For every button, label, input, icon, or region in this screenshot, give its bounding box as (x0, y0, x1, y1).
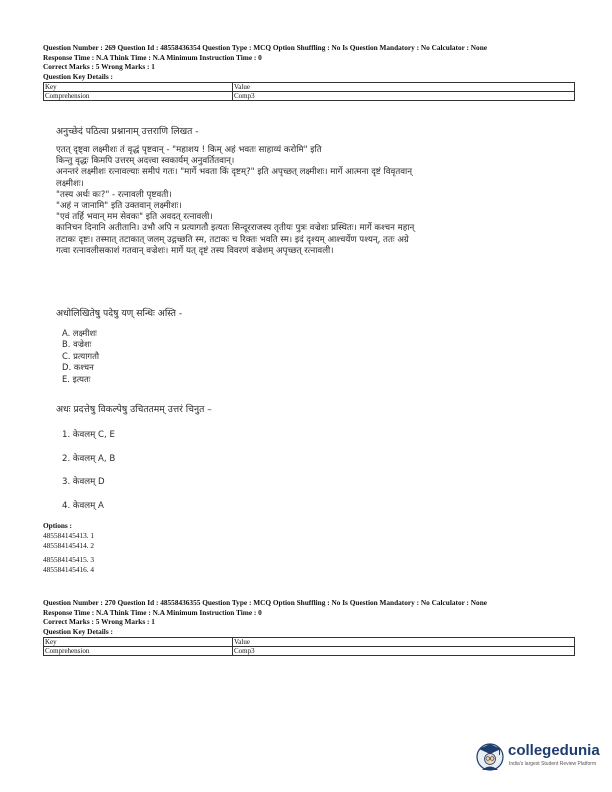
question-269-header (43, 43, 575, 101)
passage-line: एतत् दृष्ट्वा लक्ष्मीशः तं वृद्धं पृष्टवान् - "महाशय ! किम् अहं भवतः साहाय्यं करोमि" इति (56, 145, 322, 155)
option-id: 485584145413. 1 (43, 531, 95, 540)
key-details-table (43, 637, 575, 656)
value-header-cell: Value (233, 638, 575, 647)
option-id: 485584145416. 4 (43, 565, 95, 574)
comprehension-passage (56, 145, 576, 257)
answer-option: 3. केवलम् D (62, 477, 105, 487)
answer-option: 2. केवलम् A, B (62, 454, 116, 464)
key-details-table (43, 82, 575, 101)
brand-tagline: India's largest Student Review Platform (509, 761, 597, 767)
choice-list (62, 328, 99, 385)
options-block (43, 521, 94, 575)
option-id: 485584145415. 3 (43, 555, 95, 564)
question-meta-line: Question Number : 269 Question Id : 48558436354 Question Type : MCQ Option Shuffling : No Is Question Mandatory : No Calculator : None (43, 43, 487, 52)
marks-line: Correct Marks : 5 Wrong Marks : 1 (43, 617, 155, 627)
passage-line: गत्वा रत्नावलीसकाशं गतवान् वज्रेशः। मार्गे यत् दृष्टं तस्य विवरणं वज्रेशम् अपृच्छत् रत्नावली। (56, 245, 334, 256)
choice-item: C. प्रत्यागतौ (62, 350, 100, 361)
key-header-cell: Key (44, 83, 233, 92)
passage-line: लक्ष्मीशः। (56, 178, 84, 189)
collegedunia-logo (475, 738, 605, 778)
response-time-line: Response Time : N.A Think Time : N.A Minimum Instruction Time : 0 (43, 52, 262, 62)
key-details-label: Question Key Details : (43, 71, 113, 81)
choice-item: A. लक्ष्मीशः (62, 328, 97, 338)
value-cell: Comp3 (233, 647, 575, 656)
table-row (44, 92, 575, 101)
options-title: Options : (43, 521, 72, 530)
table-row (44, 83, 575, 92)
value-header-cell: Value (233, 83, 575, 92)
answer-option: 4. केवलम् A (62, 501, 104, 511)
graduate-avatar-icon (475, 740, 505, 774)
choice-item: D. कश्चन (62, 362, 94, 373)
question-meta-line: Question Number : 270 Question Id : 48558436355 Question Type : MCQ Option Shuffling : No Is Question Mandatory : No Calculator : None (43, 598, 487, 607)
answer-prompt: अधः प्रदत्तेषु विकल्पेषु उचिततमम् उत्तरं चिनुत – (56, 404, 212, 415)
key-cell: Comprehension (44, 647, 233, 656)
question-270-header (43, 598, 575, 656)
answer-option: 1. केवलम् C, E (62, 430, 115, 440)
passage-instruction: अनुच्छेदं पठित्वा प्रश्नानाम् उत्तराणि लिखत - (56, 126, 199, 137)
question-stem: अधोलिखितेषु पदेषु यण् सन्धिः अस्ति - (56, 308, 183, 319)
response-time-line: Response Time : N.A Think Time : N.A Minimum Instruction Time : 0 (43, 607, 262, 617)
key-cell: Comprehension (44, 92, 233, 101)
passage-line: किन्तु वृद्धः किमपि उत्तरम् अदत्त्वा स्वकार्यम् अनुवर्तितवान्। (56, 156, 235, 167)
passage-line: अनन्तरं लक्ष्मीशः रत्नावल्याः समीपं गतः। "मार्गे भवता किं दृष्टम्?" इति अपृच्छत् लक्ष्मीशः। मार्गे आत्मना दृष्टं विवृतवान् (56, 167, 413, 178)
option-id: 485584145414. 2 (43, 541, 95, 550)
key-details-label: Question Key Details : (43, 626, 113, 636)
passage-line: तटाकः दृष्टः। तस्मात् तटाकात् जलम् उद्गच्छति स्म, तटाकः च रिक्तः भवति स्म। इदं दृश्यम् आश्चर्येण पश्यन्, ततः अग्रे (56, 234, 409, 245)
brand-name: collegedunia (508, 742, 600, 759)
marks-line: Correct Marks : 5 Wrong Marks : 1 (43, 62, 155, 72)
choice-item: B. वज्रेशः (62, 339, 92, 350)
key-header-cell: Key (44, 638, 233, 647)
table-row (44, 638, 575, 647)
passage-line: "तस्य अर्थः कः?" - रत्नावली पृष्टवती। (56, 189, 172, 200)
choice-item: E. इत्यतः (62, 373, 91, 384)
passage-line: "अहं न जानामि" इति उक्तवान् लक्ष्मीशः। (56, 201, 182, 212)
passage-line: "एवं तर्हि भवान् मम सेवकः" इति अवदत् रत्नावली। (56, 212, 213, 223)
table-row (44, 647, 575, 656)
value-cell: Comp3 (233, 92, 575, 101)
passage-line: कानिचन दिनानि अतीतानि। उभौ अपि न प्रत्यागतौ इत्यतः सिन्दूरराजस्य तृतीयः पुत्रः वज्रेशः प्रस्थितः। मार्गे कश्चन महान् (56, 223, 415, 234)
